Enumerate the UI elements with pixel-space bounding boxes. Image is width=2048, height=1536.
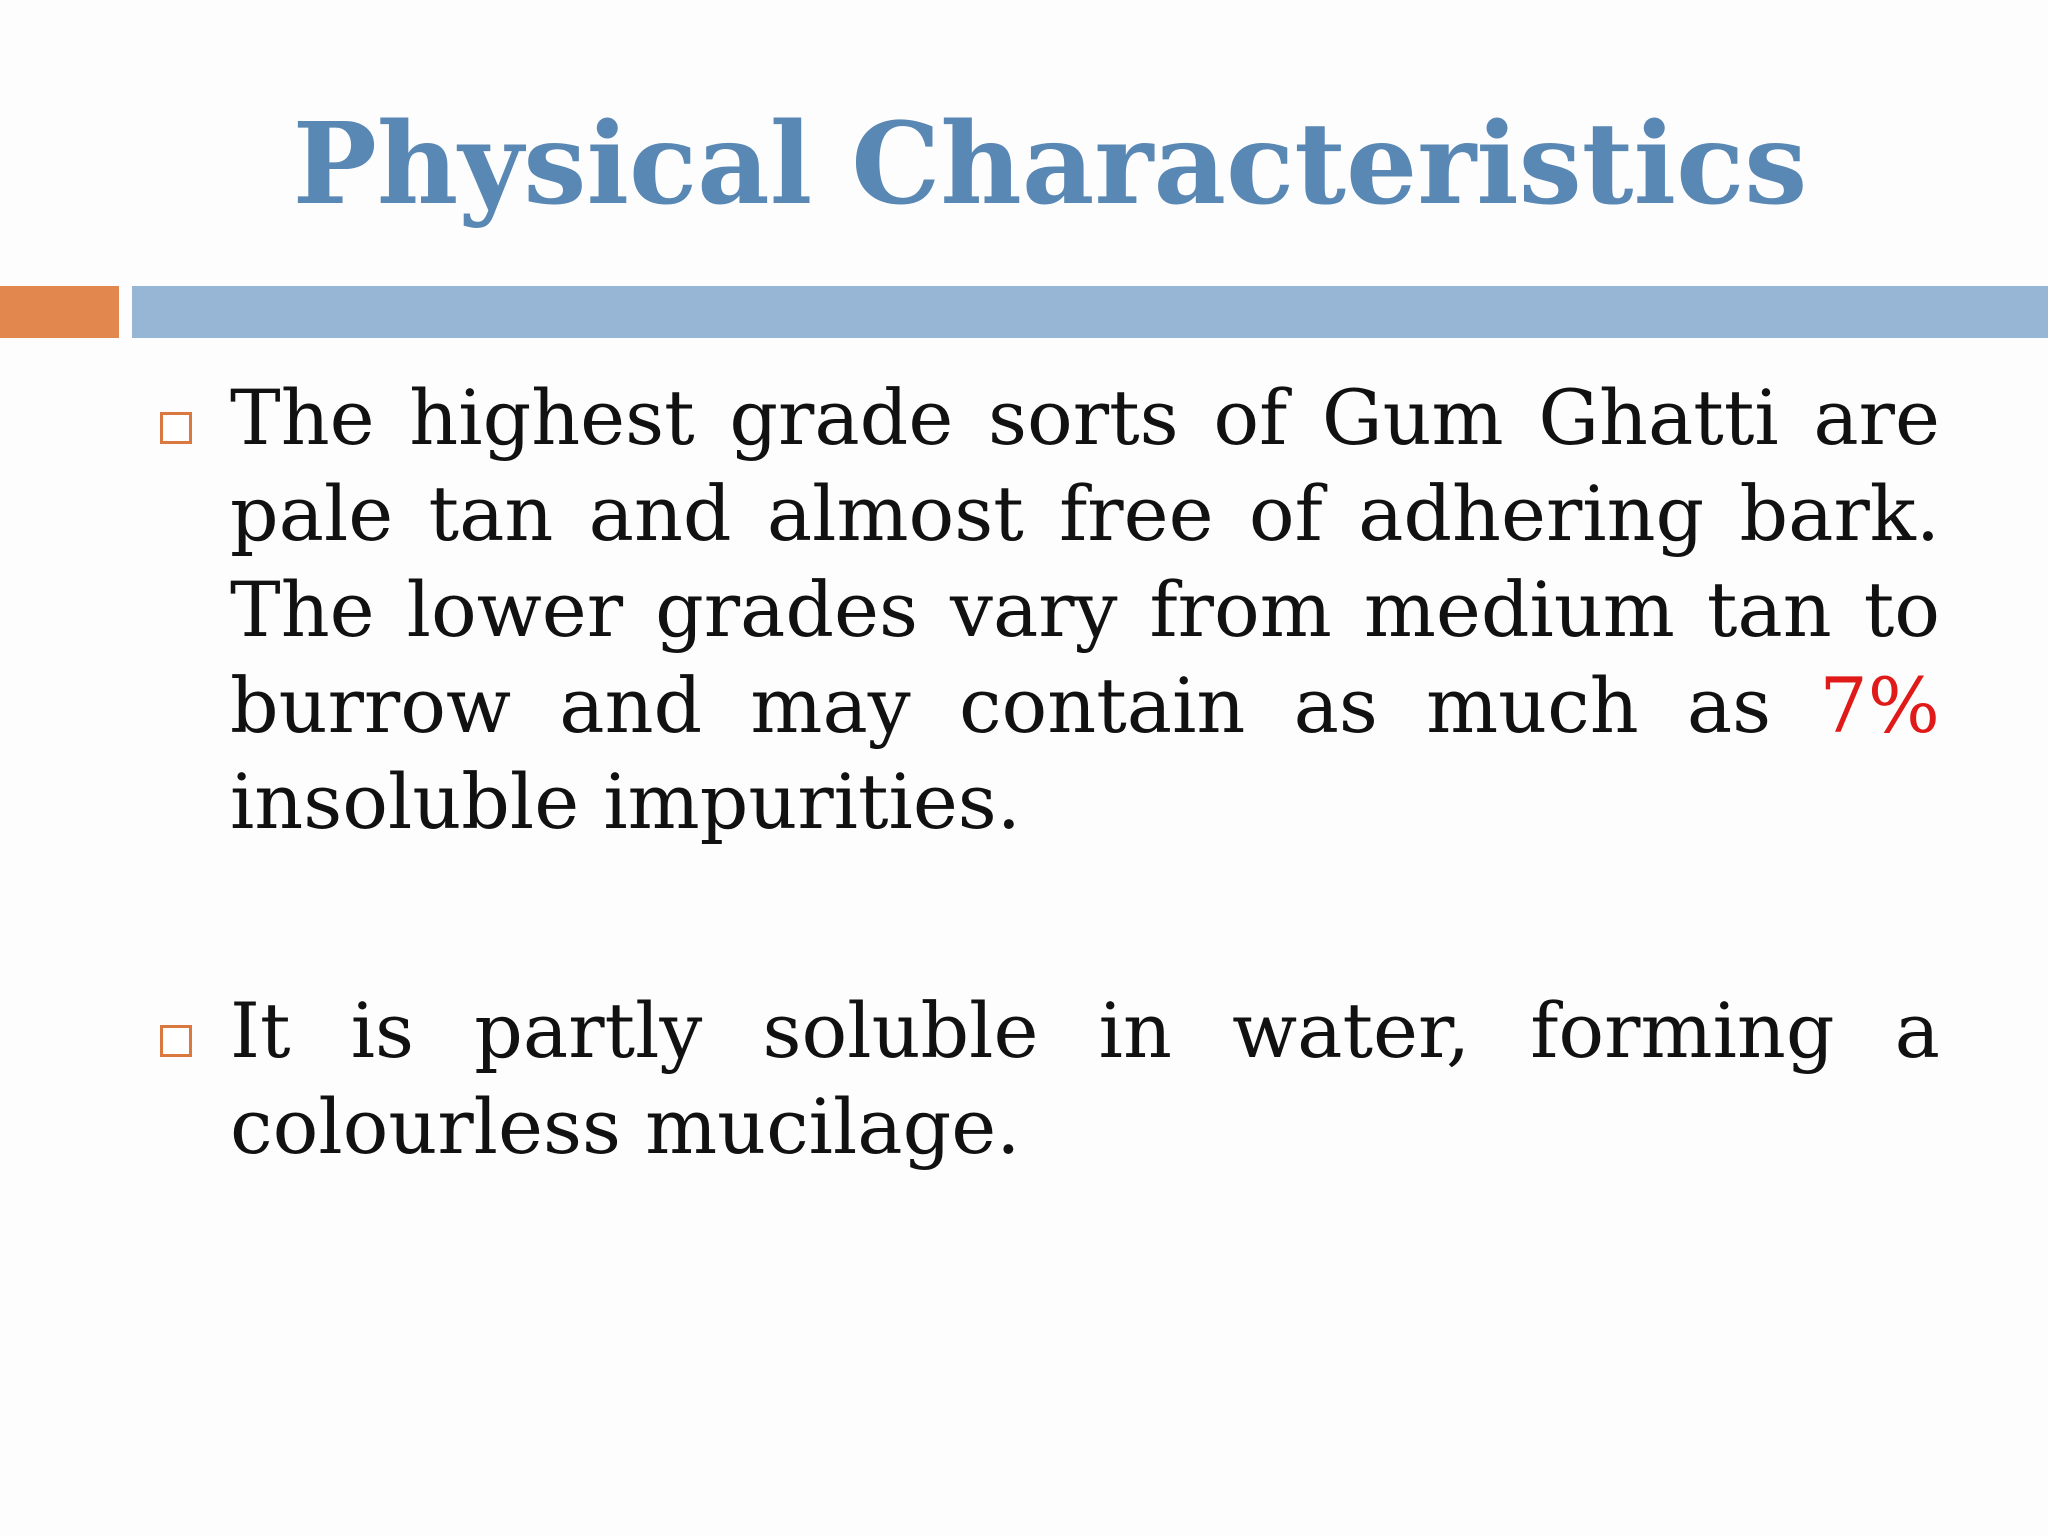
bullet-1-text-after: insoluble impurities.	[230, 757, 1021, 846]
title-divider-bar	[132, 286, 2048, 338]
bullet-2-text: It is partly soluble in water, forming a colourless mucilage.	[230, 986, 1940, 1171]
bullet-paragraph-1	[230, 370, 1940, 850]
bullet-1-highlight: 7%	[1819, 661, 1940, 750]
bullet-paragraph-2	[230, 983, 1940, 1175]
hollow-square-bullet-icon	[160, 1025, 192, 1057]
slide-title: Physical Characteristics	[292, 99, 1808, 230]
bullet-1-text-before: The highest grade sorts of Gum Ghatti are pale tan and almost free of adhering bark. The lower grades vary from medium tan to burrow and may contain as much as	[230, 373, 1940, 750]
hollow-square-bullet-icon	[160, 412, 192, 444]
title-accent-bar	[0, 286, 119, 338]
